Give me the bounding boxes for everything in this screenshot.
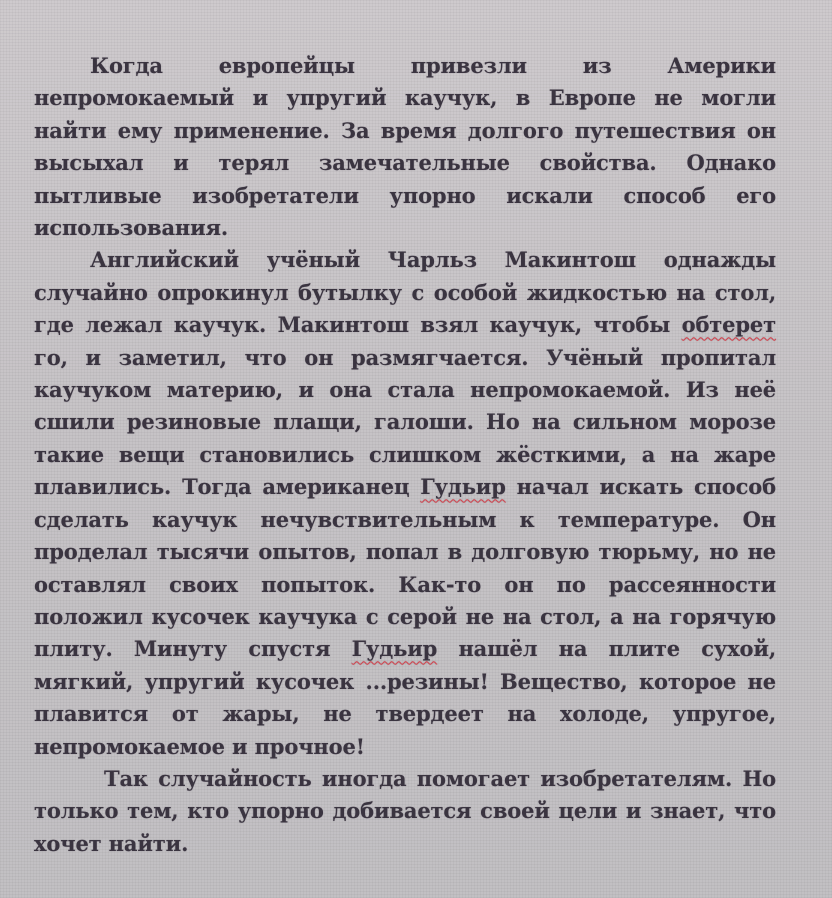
spellcheck-flagged-word[interactable]: обтерет — [681, 312, 776, 338]
paragraph-2-text: нашёл на плите сухой, мягкий, упругий кусочек ...резины! Вещество, которое не плавится от жары, не твердеет на холоде, упругое, непромокаемое и прочное! — [34, 636, 777, 759]
paragraph-2-text: Английский учёный Чарльз Макинтош однажды случайно опрокинул бутылку с особой жидкостью на стол, где лежал каучук. Макинтош взял каучук, чтобы — [34, 247, 776, 338]
paragraph-2-text: начал искать способ сделать каучук нечувствительным к температуре. Он проделал тысячи опытов, попал в долговую тюрьму, но не оставлял своих попыток. Как-то он по рассеянности положил кусочек каучука с серой не на стол, а на горячую плиту. Минуту спустя — [34, 474, 777, 662]
document-text — [34, 50, 776, 860]
spellcheck-flagged-word[interactable]: Гудьир — [420, 474, 506, 500]
spellcheck-flagged-word[interactable]: Гудьир — [351, 636, 438, 662]
paragraph-3: Так случайность иногда помогает изобретателям. Но только тем, кто упорно добивается своей цели и знает, что хочет найти. — [34, 765, 776, 856]
paragraph-2 — [34, 244, 776, 763]
paragraph-2-text: го, и заметил, что он размягчается. Учёный пропитал каучуком материю, и она стала непромокаемой. Из неё сшили резиновые плащи, галоши. Но на сильном морозе такие вещи становились слишком жёсткими, а на жаре плавились. Тогда американец — [34, 344, 776, 500]
paragraph-1: Когда европейцы привезли из Америки непромокаемый и упругий каучук, в Европе не могли найти ему применение. За время долгого путешествия он высыхал и терял замечательные свойства. Однако пытливые изобретатели упорно искали способ его использования. — [34, 53, 776, 241]
